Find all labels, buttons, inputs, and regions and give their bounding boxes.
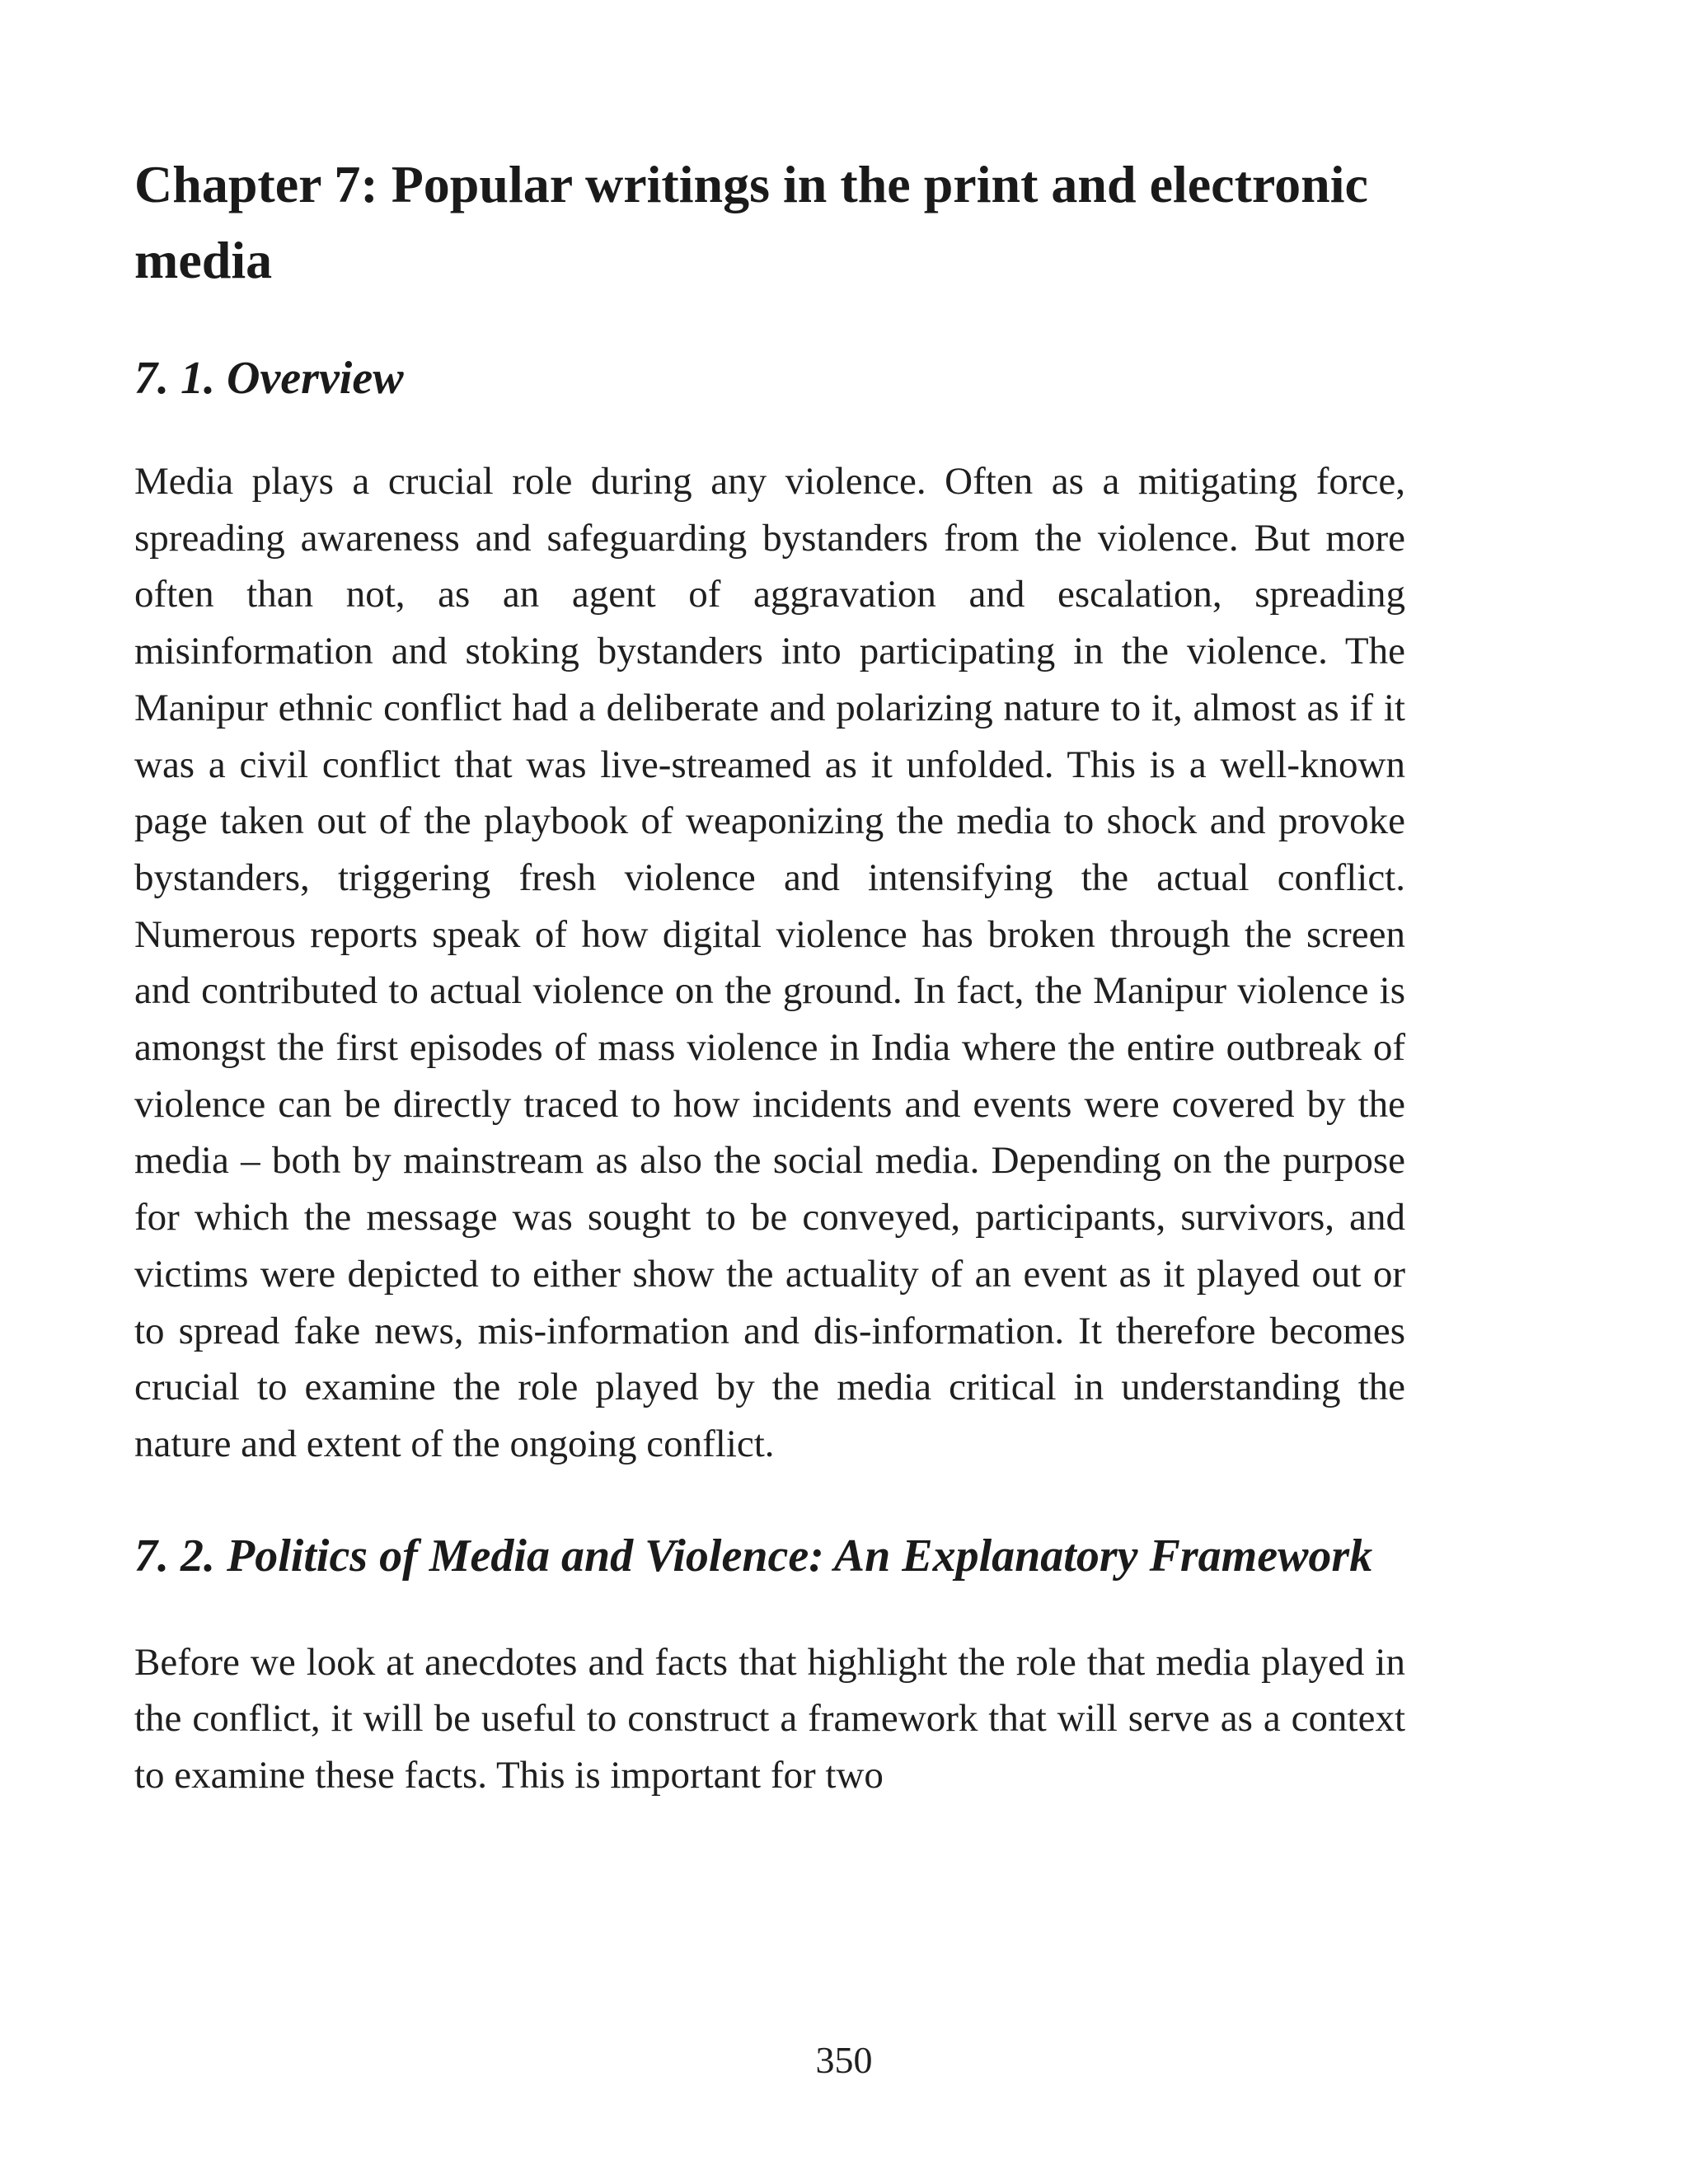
section-heading-politics-of-media: 7. 2. Politics of Media and Violence: An Explanatory Framework bbox=[134, 1530, 1373, 1582]
section-heading-overview: 7. 1. Overview bbox=[134, 353, 404, 404]
page-content bbox=[134, 147, 1405, 1804]
overview-paragraph: Media plays a crucial role during any violence. Often as a mitigating force, spreading awareness and safeguarding bystanders from the violence. But more often than not, as an agent of aggravation and escalation, spreading misinformation and stoking bystanders into participating in the violence. The Manipur ethnic conflict had a deliberate and polarizing nature to it, almost as if it was a civil conflict that was live-streamed as it unfolded. This is a well-known page taken out of the playbook of weaponizing the media to shock and provoke bystanders, triggering fresh violence and intensifying the actual conflict. Numerous reports speak of how digital violence has broken through the screen and contributed to actual violence on the ground. In fact, the Manipur violence is amongst the first episodes of mass violence in India where the entire outbreak of violence can be directly traced to how incidents and events were covered by the media – both by mainstream as also the social media. Depending on the purpose for which the message was sought to be conveyed, participants, survivors, and victims were depicted to either show the actuality of an event as it played out or to spread fake news, mis-information and dis-information. It therefore becomes crucial to examine the role played by the media critical in understanding the nature and extent of the ongoing conflict. bbox=[134, 460, 1405, 1465]
chapter-title: Chapter 7: Popular writings in the print and electronic media bbox=[134, 155, 1368, 289]
page-number: 350 bbox=[815, 2039, 873, 2081]
framework-paragraph: Before we look at anecdotes and facts that highlight the role that media played in the conflict, it will be useful to construct a framework that will serve as a context to examine these facts. This is important for two bbox=[134, 1640, 1405, 1797]
